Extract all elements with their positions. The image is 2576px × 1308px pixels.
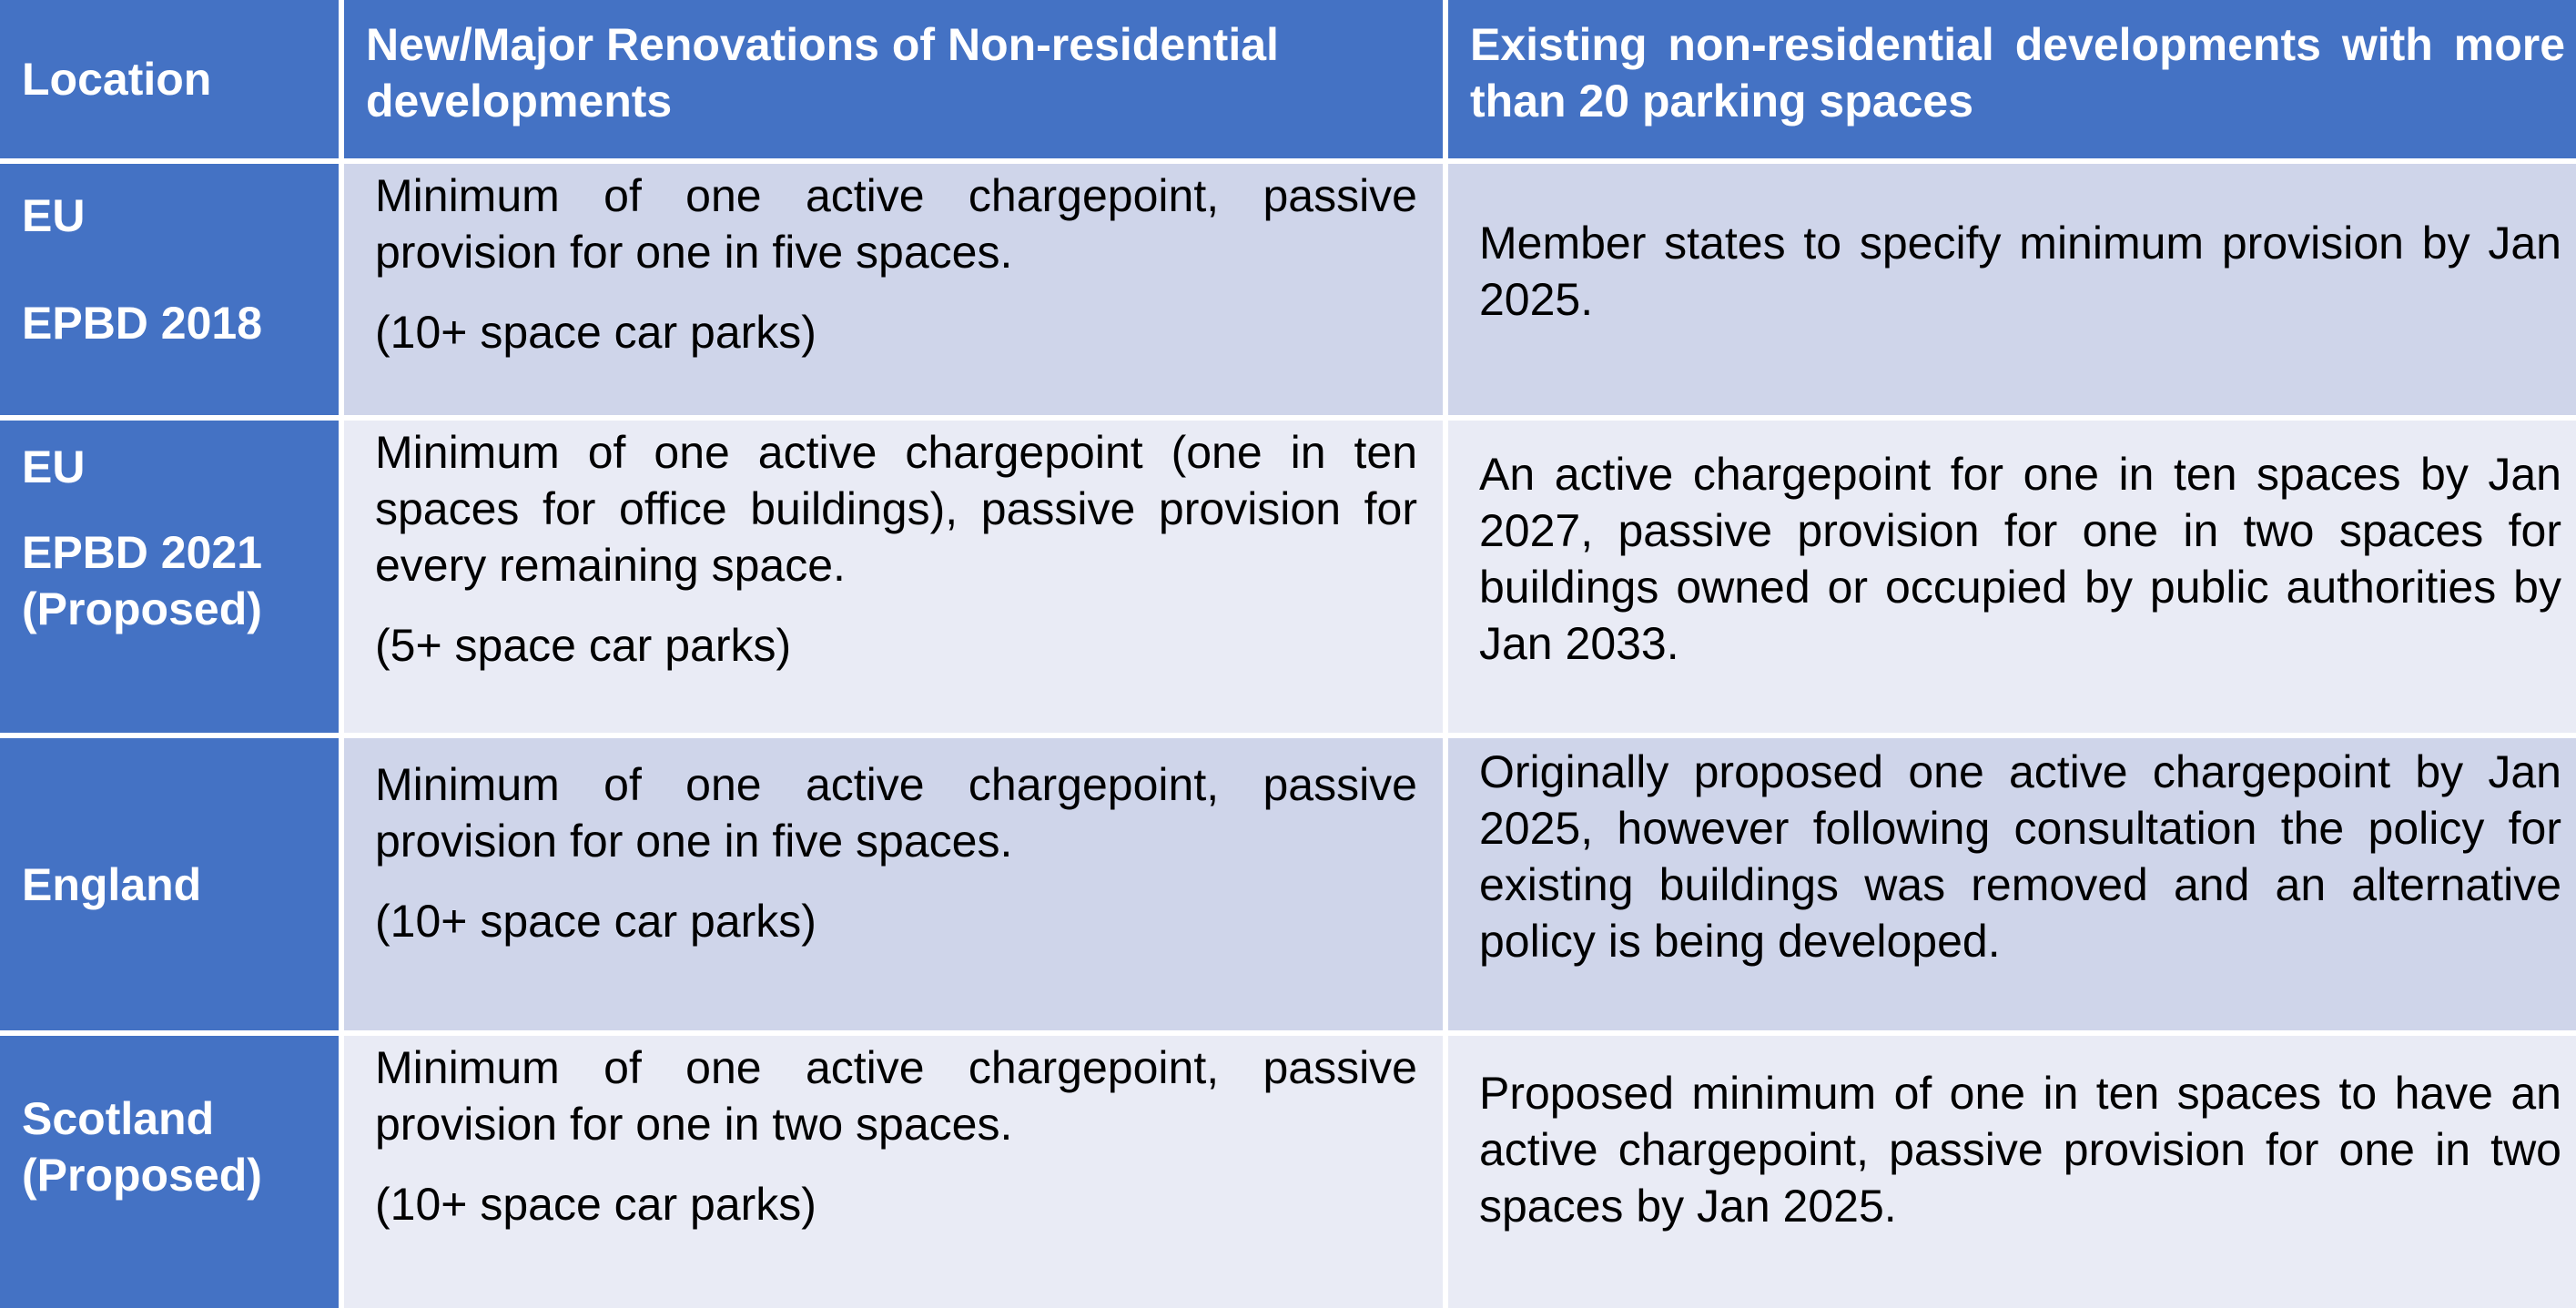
existing-text: An active chargepoint for one in ten spaces by Jan 2027, passive provision for one in two spaces for buildings owned or occupied by public authorities by Jan 2033. xyxy=(1479,449,2561,669)
location-line2: EPBD 2018 xyxy=(22,298,263,349)
header-existing-label: Existing non-residential developments with more than 20 parking spaces xyxy=(1470,19,2565,127)
new-note: (10+ space car parks) xyxy=(375,896,816,947)
existing-text: Member states to specify minimum provision by Jan 2025. xyxy=(1479,218,2561,325)
row-location xyxy=(0,738,339,1030)
header-location-label: Location xyxy=(22,54,212,105)
location-line3: (Proposed) xyxy=(22,583,262,634)
existing-text: Originally proposed one active chargepoint by Jan 2025, however following consultation the policy for existing buildings was removed and an alternative policy is being developed. xyxy=(1479,746,2561,967)
location-line1: EU xyxy=(22,441,86,492)
location-line2: EPBD 2021 xyxy=(22,527,263,578)
header-location xyxy=(0,0,339,158)
new-text: Minimum of one active chargepoint, passive provision for one in five spaces. xyxy=(375,759,1417,867)
new-text: Minimum of one active chargepoint, passive provision for one in five spaces. xyxy=(375,170,1417,278)
header-new-major xyxy=(344,0,1443,158)
row-location xyxy=(0,421,339,733)
new-note: (10+ space car parks) xyxy=(375,307,816,358)
new-text: Minimum of one active chargepoint, passive provision for one in two spaces. xyxy=(375,1042,1417,1150)
row-existing xyxy=(1448,1036,2576,1308)
new-note: (5+ space car parks) xyxy=(375,620,792,671)
row-existing xyxy=(1448,738,2576,1030)
location-line1: EU xyxy=(22,190,86,241)
location-line1: Scotland xyxy=(22,1093,215,1144)
header-new-major-label: New/Major Renovations of Non-residential developments xyxy=(366,19,1279,127)
row-new-major xyxy=(344,164,1443,415)
row-new-major xyxy=(344,738,1443,1030)
row-existing xyxy=(1448,421,2576,733)
header-existing xyxy=(1448,0,2576,158)
new-text: Minimum of one active chargepoint (one in ten spaces for office buildings), passive provision for every remaining space. xyxy=(375,427,1417,591)
new-note: (10+ space car parks) xyxy=(375,1179,816,1230)
row-new-major xyxy=(344,421,1443,733)
row-location xyxy=(0,1036,339,1308)
location-line1: England xyxy=(22,858,202,910)
row-location xyxy=(0,164,339,415)
location-line2: (Proposed) xyxy=(22,1150,262,1201)
row-new-major xyxy=(344,1036,1443,1308)
row-existing xyxy=(1448,164,2576,415)
existing-text: Proposed minimum of one in ten spaces to have an active chargepoint, passive provision for one in two spaces by Jan 2025. xyxy=(1479,1068,2561,1232)
